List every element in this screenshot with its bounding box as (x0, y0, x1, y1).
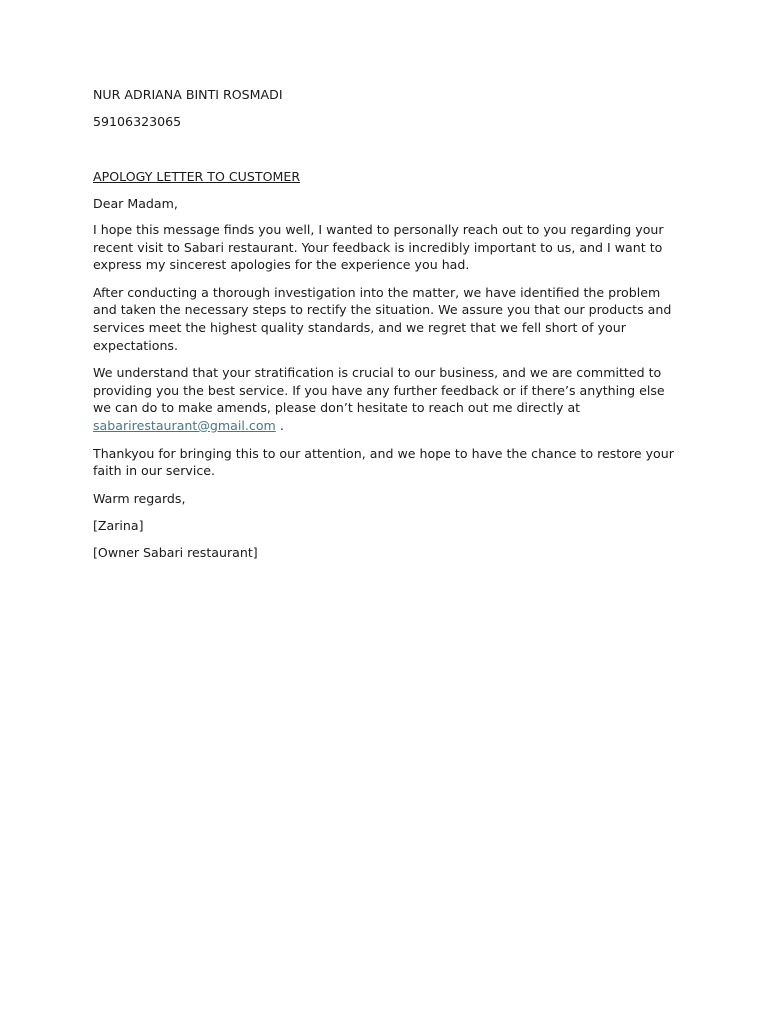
paragraph-3 (93, 364, 678, 434)
paragraph-2: After conducting a thorough investigation into the matter, we have identified the problem and taken the necessary steps to rectify the situation. We assure you that our products and services meet the highest quality standards, and we regret that we fell short of your expectations. (93, 284, 672, 353)
letter-greeting: Dear Madam, (93, 196, 178, 211)
author-id-number: 59106323065 (93, 114, 182, 129)
email-link[interactable]: sabarirestaurant@gmail.com (93, 417, 276, 433)
author-name: NUR ADRIANA BINTI ROSMADI (93, 87, 283, 102)
letter-body (93, 86, 678, 562)
paragraph-1: I hope this message finds you well, I wanted to personally reach out to you regarding your recent visit to Sabari restaurant. Your feedback is incredibly important to us, and I want to express my sincerest apologies for the experience you had. (93, 222, 664, 273)
signer-title: [Owner Sabari restaurant] (93, 544, 258, 560)
paragraph-3-text: We understand that your stratification is crucial to our business, and we are committed to providing you the best service. If you have any further feedback or if there’s anything else we can do to make amends, please don’t hesitate to reach out me directly at (93, 365, 665, 416)
email-suffix: . (275, 417, 284, 433)
paragraph-4: Thankyou for bringing this to our attention, and we hope to have the chance to restore your faith in our service. (93, 445, 674, 479)
letter-title: APOLOGY LETTER TO CUSTOMER (93, 169, 301, 184)
closing-line: Warm regards, (93, 490, 186, 506)
signer-name: [Zarina] (93, 517, 144, 533)
